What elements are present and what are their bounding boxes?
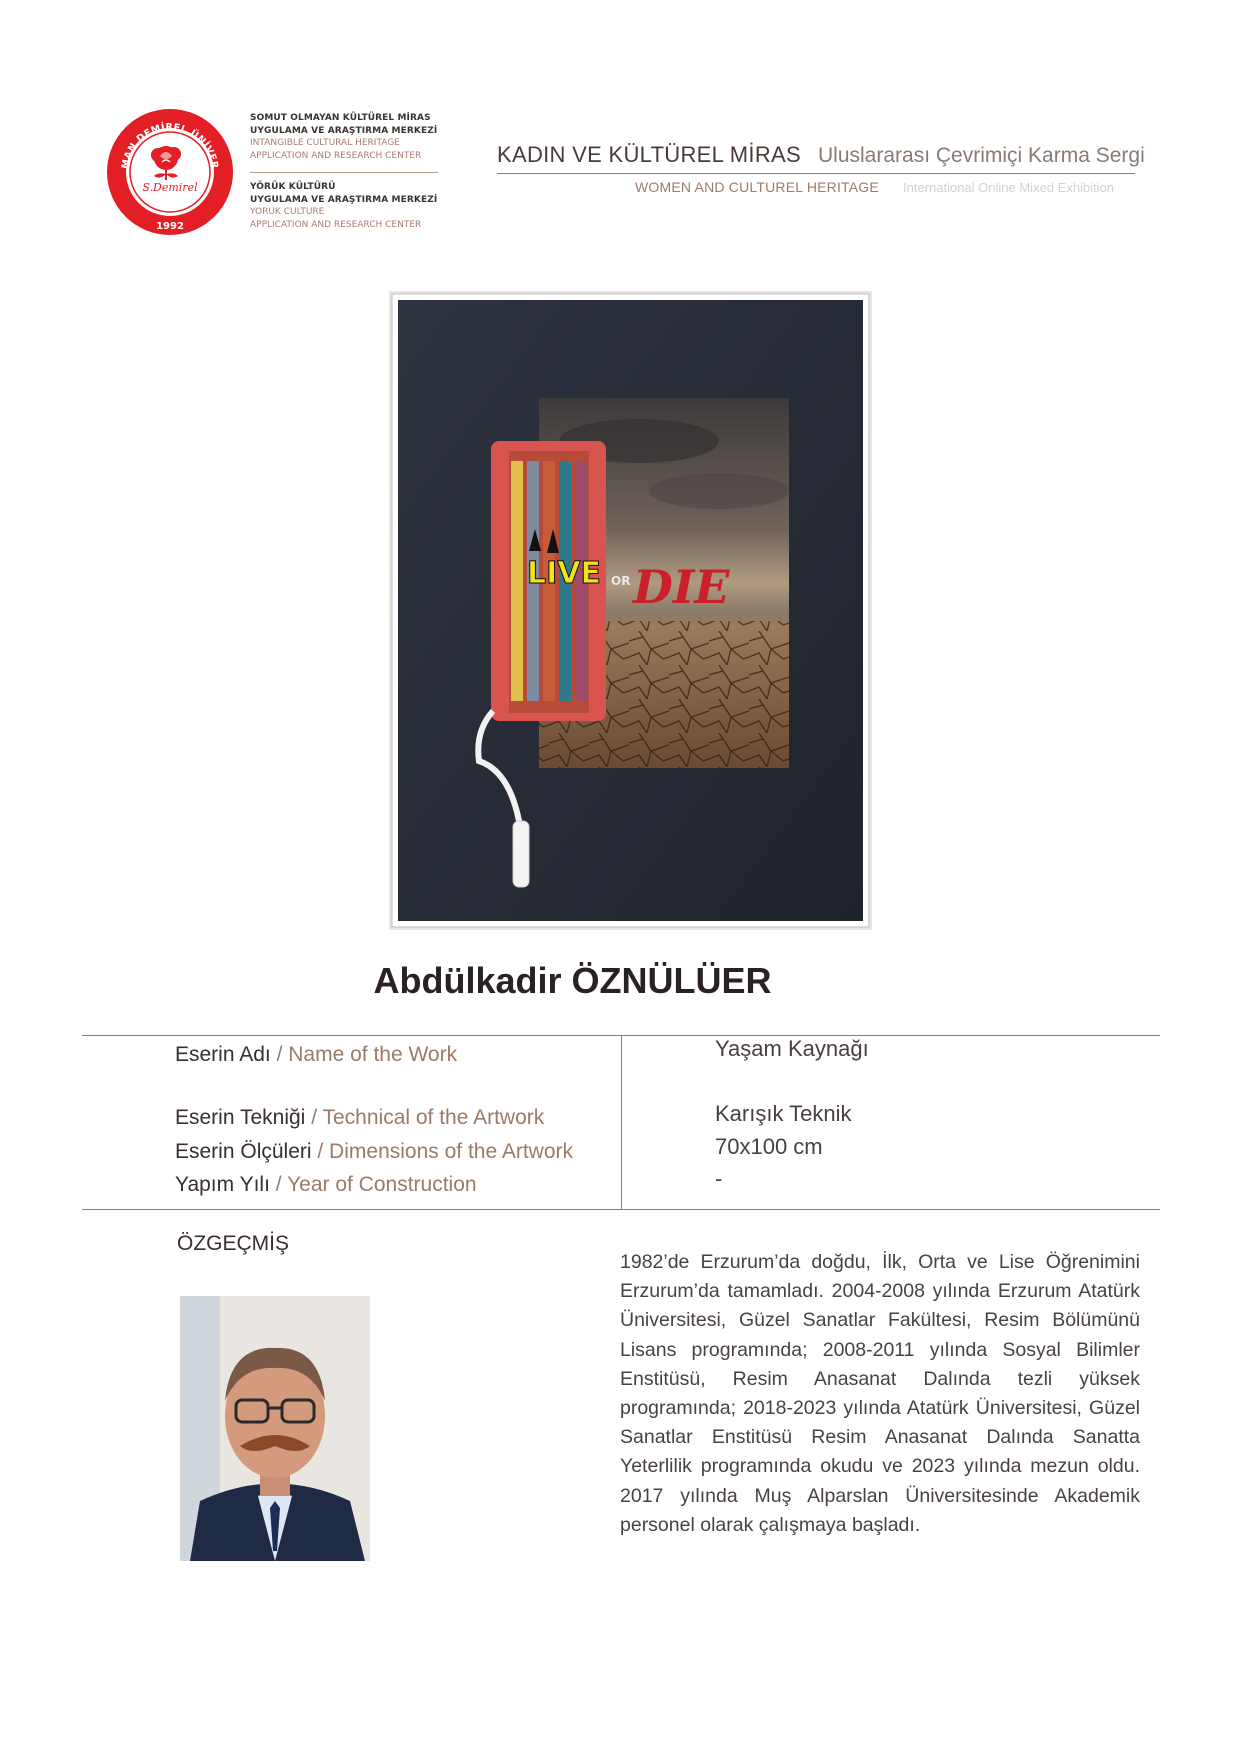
dimensions-value: 70x100 cm [715,1134,823,1159]
logo-ring-text: MAN DEMİREL ÜNİVER [119,121,220,170]
institution-2-tr-line2: UYGULAMA VE ARAŞTIRMA MERKEZİ [250,194,438,205]
exhibition-title-en: WOMEN AND CULTUREL HERITAGE [635,179,879,195]
artwork-text-live: LIVE [527,556,601,591]
dimensions-label-tr: Eserin Ölçüleri [175,1140,312,1163]
artwork-text-or: OR [611,574,631,588]
institution-2-en-line2: APPLICATION AND RESEARCH CENTER [250,219,422,230]
work-name-label-tr: Eserin Adı [175,1043,271,1066]
exhibition-subtitle-en: International Online Mixed Exhibition [903,180,1115,195]
institution-2-en-line1: YORUK CULTURE [250,207,325,217]
year-label-en: / Year of Construction [275,1173,477,1196]
dimensions-label [175,1140,573,1164]
university-logo [106,108,234,236]
institution-2 [250,181,437,231]
logo-signature: S.Demirel [142,181,198,194]
year-label [175,1173,477,1197]
artwork-text-die: DIE [633,560,730,614]
institution-1-en-line2: APPLICATION AND RESEARCH CENTER [250,150,422,161]
technique-label-tr: Eserin Tekniği [175,1106,306,1129]
technique-label-en: / Technical of the Artwork [311,1106,545,1129]
bio-text: 1982’de Erzurum’da doğdu, İlk, Orta ve Lise Öğrenimini Erzurum’da tamamladı. 2004-2008 yılında Erzurum Atatürk Üniversitesi, Güzel Sanatlar Fakültesi, Resim Bölümünü Lisans programında; 2008-2011 yılında Sosyal Bilimler Enstitüsü, Resim Anasanat Dalında tezli yüksek programında; 2018-2023 yılında Atatürk Üniversitesi, Güzel Sanatlar Enstitüsü Resim Anasanat Dalında Sanatta Yeterlilik programında okudu ve 2023 yılında mezun oldu. 2017 yılında Muş Alparslan Üniversitesinde Akademik personel olarak çalışmaya başladı. [620,1251,1140,1536]
logo-year: 1992 [156,221,184,232]
university-seal-icon [106,108,234,236]
exhibition-divider [497,173,1135,174]
technique-label [175,1106,544,1130]
artist-portrait [180,1296,370,1561]
institution-1-en-line1: INTANGIBLE CULTURAL HERITAGE [250,138,400,148]
info-table-column-divider [621,1035,622,1210]
rose-icon [151,146,181,180]
institution-divider [250,172,438,173]
technique-value: Karışık Teknik [715,1101,852,1126]
artwork-image [389,291,872,930]
bio-heading: ÖZGEÇMİŞ [177,1232,290,1255]
exhibition-subtitle-tr: Uluslararası Çevrimiçi Karma Sergi [818,144,1145,167]
institution-1 [250,112,437,162]
year-label-tr: Yapım Yılı [175,1173,270,1196]
work-name-label [175,1043,457,1067]
artist-name: Abdülkadir ÖZNÜLÜER [373,960,772,1001]
institution-2-tr-line1: YÖRÜK KÜLTÜRÜ [250,182,336,192]
dimensions-label-en: / Dimensions of the Artwork [317,1140,573,1163]
info-table-bottom-rule [82,1209,1160,1210]
portrait-photo-icon [180,1296,370,1561]
institution-1-tr-line1: SOMUT OLMAYAN KÜLTÜREL MİRAS [250,113,431,123]
work-name-value: Yaşam Kaynağı [715,1036,869,1061]
work-name-label-en: / Name of the Work [276,1043,458,1066]
institution-1-tr-line2: UYGULAMA VE ARAŞTIRMA MERKEZİ [250,125,438,136]
exhibition-title-tr: KADIN VE KÜLTÜREL MİRAS [497,142,801,167]
year-value: - [715,1166,723,1191]
